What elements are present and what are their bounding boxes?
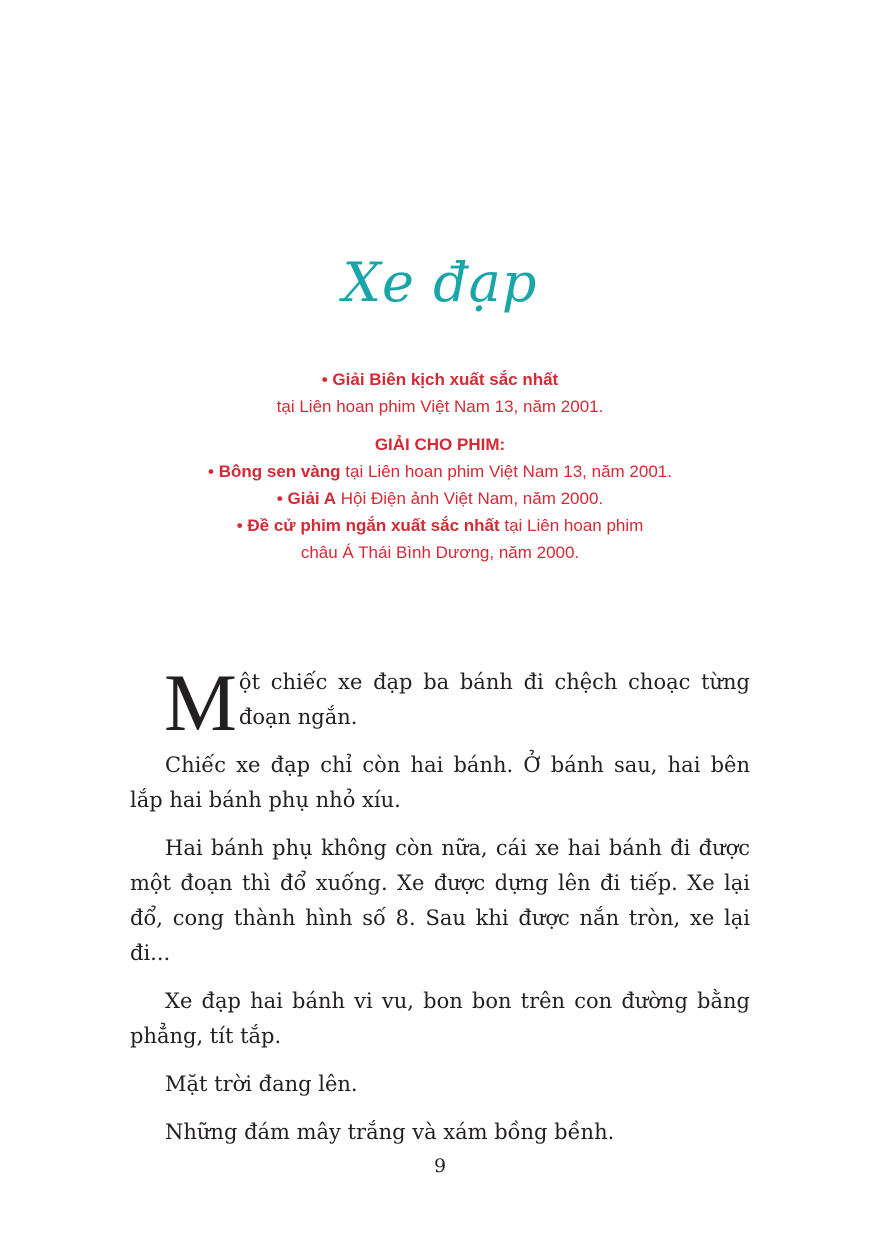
awards-gap xyxy=(0,420,880,431)
awards-list xyxy=(0,366,880,566)
award-golden-lotus-name: • Bông sen vàng xyxy=(208,462,341,481)
chapter-title: Xe đạp xyxy=(342,251,538,314)
paragraph-4: Xe đạp hai bánh vi vu, bon bon trên con đường bằng phẳng, tít tắp. xyxy=(130,989,750,1048)
film-awards-heading: GIẢI CHO PHIM: xyxy=(374,435,506,454)
award-nomination-name: • Đề cử phim ngắn xuất sắc nhất xyxy=(236,516,500,535)
award-screenplay xyxy=(0,366,880,393)
story-text xyxy=(130,657,750,1163)
award-screenplay-name: • Giải Biên kịch xuất sắc nhất xyxy=(321,370,559,389)
page-number: 9 xyxy=(433,1155,447,1177)
award-nomination-detail: tại Liên hoan phim xyxy=(499,516,644,535)
award-a-prize-name: • Giải A xyxy=(276,489,337,508)
award-golden-lotus xyxy=(0,458,880,485)
drop-cap: M xyxy=(164,657,237,748)
paragraph-3: Hai bánh phụ không còn nữa, cái xe hai bánh đi được một đoạn thì đổ xuống. Xe được dựng lên đi tiếp. Xe lại đổ, cong thành hình số 8. Sau khi được nắn tròn, xe lại đi... xyxy=(130,836,750,965)
paragraph-6: Những đám mây trắng và xám bồng bềnh. xyxy=(165,1120,615,1144)
paragraph-1 xyxy=(130,657,750,748)
paragraph-2: Chiếc xe đạp chỉ còn hai bánh. Ở bánh sau, hai bên lắp hai bánh phụ nhỏ xíu. xyxy=(130,753,750,812)
award-golden-lotus-detail: tại Liên hoan phim Việt Nam 13, năm 2001. xyxy=(340,462,672,481)
paragraph-1-text: ột chiếc xe đạp ba bánh đi chệch choạc từng đoạn ngắn. xyxy=(238,670,750,729)
award-a-prize xyxy=(0,485,880,512)
paragraph-5: Mặt trời đang lên. xyxy=(165,1072,358,1096)
award-nomination xyxy=(0,512,880,539)
award-screenplay-detail: tại Liên hoan phim Việt Nam 13, năm 2001. xyxy=(276,397,604,416)
award-a-prize-detail: Hội Điện ảnh Việt Nam, năm 2000. xyxy=(336,489,604,508)
award-nomination-continuation: châu Á Thái Bình Dương, năm 2000. xyxy=(300,543,580,562)
